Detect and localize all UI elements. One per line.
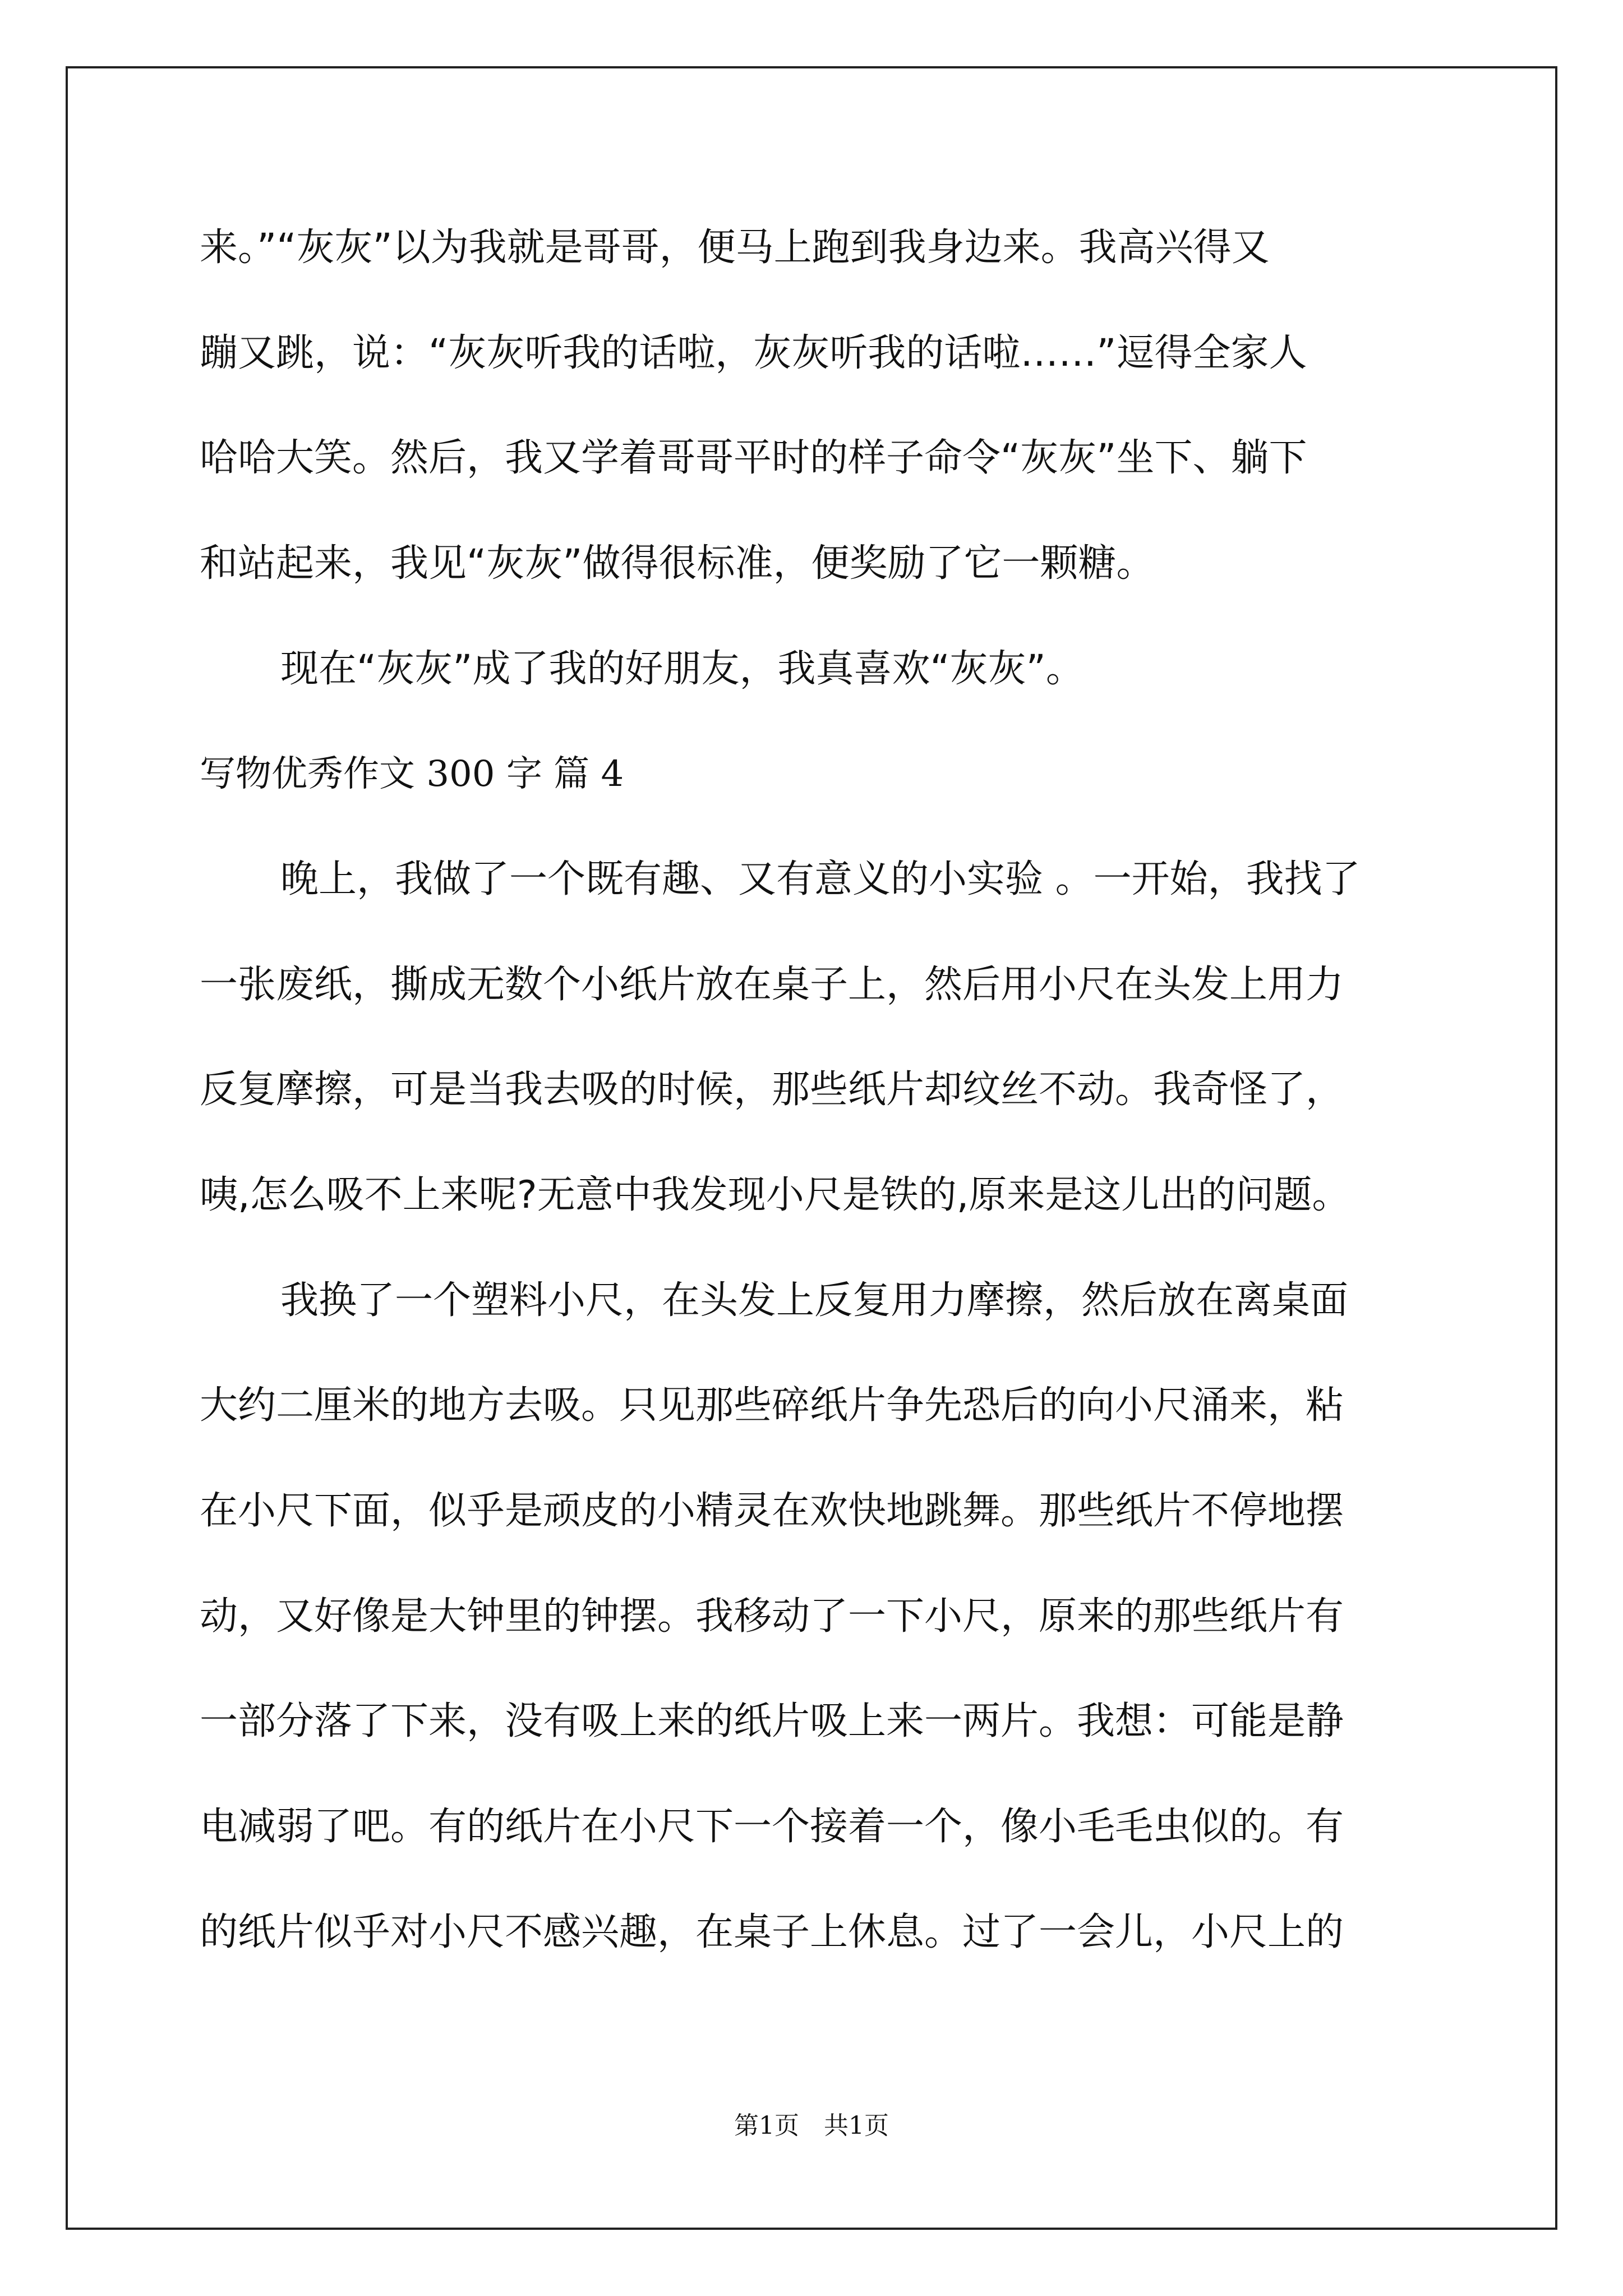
body-line: 反复摩擦，可是当我去吸的时候，那些纸片却纹丝不动。我奇怪了， <box>200 1068 1344 1112</box>
body-line: 一张废纸，撕成无数个小纸片放在桌子上，然后用小尺在头发上用力 <box>200 963 1344 1007</box>
body-line: 在小尺下面，似乎是顽皮的小精灵在欢快地跳舞。那些纸片不停地摆 <box>200 1489 1344 1533</box>
section-heading: 写物优秀作文 300 字 篇 4 <box>200 753 624 795</box>
body-line: 晚上，我做了一个既有趣、又有意义的小实验 。一开始，我找了 <box>280 857 1361 901</box>
body-line: 动，又好像是大钟里的钟摆。我移动了一下小尺，原来的那些纸片有 <box>200 1594 1344 1639</box>
body-line: 电减弱了吧。有的纸片在小尺下一个接着一个，像小毛毛虫似的。有 <box>200 1805 1344 1849</box>
body-line: 来。”“灰灰”以为我就是哥哥，便马上跑到我身边来。我高兴得又 <box>200 226 1270 270</box>
page-footer <box>0 2109 1623 2143</box>
body-line: 蹦又跳，说：“灰灰听我的话啦，灰灰听我的话啦……”逗得全家人 <box>200 331 1307 375</box>
page-total: 共1页 <box>824 2111 889 2140</box>
body-line: 咦,怎么吸不上来呢?无意中我发现小尺是铁的,原来是这儿出的问题。 <box>200 1173 1350 1217</box>
body-line: 我换了一个塑料小尺，在头发上反复用力摩擦，然后放在离桌面 <box>280 1278 1349 1323</box>
body-line: 的纸片似乎对小尺不感兴趣，在桌子上休息。过了一会儿，小尺上的 <box>200 1910 1344 1954</box>
body-line: 哈哈大笑。然后，我又学着哥哥平时的样子命令“灰灰”坐下、躺下 <box>200 436 1307 480</box>
body-line: 和站起来，我见“灰灰”做得很标准，便奖励了它一颗糖。 <box>200 541 1155 586</box>
body-line: 现在“灰灰”成了我的好朋友，我真喜欢“灰灰”。 <box>280 647 1084 691</box>
page-number: 第1页 <box>734 2111 799 2140</box>
body-line: 大约二厘米的地方去吸。只见那些碎纸片争先恐后的向小尺涌来，粘 <box>200 1383 1344 1428</box>
body-line: 一部分落了下来，没有吸上来的纸片吸上来一两片。我想：可能是静 <box>200 1699 1344 1743</box>
